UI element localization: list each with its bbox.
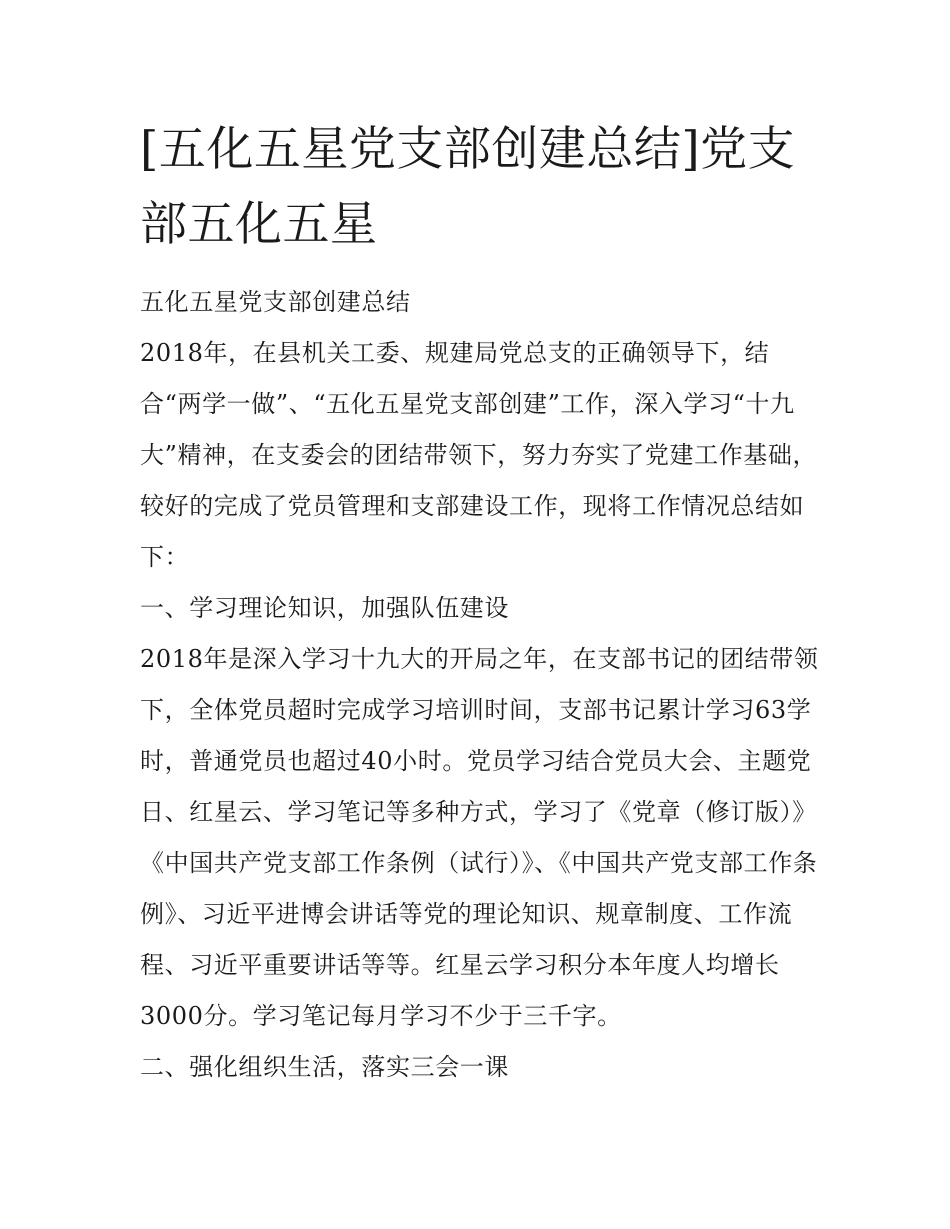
subtitle-paragraph: 五化五星党支部创建总结 <box>140 288 411 316</box>
intro-paragraph: 2018年，在县机关工委、规建局党总支的正确领导下，结合“两学一做”、“五化五星党支部创建”工作，深入学习“十九大”精神，在支委会的团结带领下，努力夯实了党建工作基础，较好的完成了党员管理和支部建设工作，现将工作情况总结如下： <box>140 339 818 571</box>
document-body <box>140 277 820 1093</box>
document-title: [五化五星党支部创建总结]党支部五化五星 <box>140 122 796 252</box>
section-heading-1: 一、学习理论知识，加强队伍建设 <box>140 594 509 622</box>
section-heading-2: 二、强化组织生活，落实三会一课 <box>140 1053 509 1081</box>
section-paragraph-1: 2018年是深入学习十九大的开局之年，在支部书记的团结带领下，全体党员超时完成学习培训时间，支部书记累计学习63学时，普通党员也超过40小时。党员学习结合党员大会、主题党日、红星云、学习笔记等多种方式，学习了《党章（修订版）》《中国共产党支部工作条例（试行）》、《中国共产党支部工作条例》、习近平进博会讲话等党的理论知识、规章制度、工作流程、习近平重要讲话等等。红星云学习积分本年度人均增长3000分。学习笔记每月学习不少于三千字。 <box>140 645 819 1030</box>
